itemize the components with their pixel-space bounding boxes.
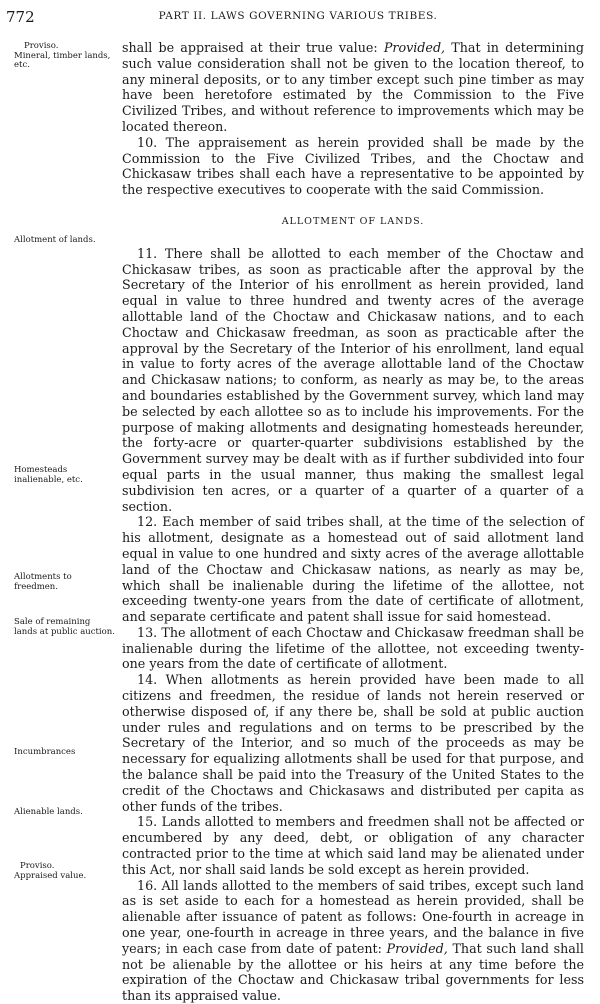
proviso-italic: Provided, — [383, 40, 446, 55]
paragraph-13: 13. The allotment of each Choctaw and Chickasaw freedman shall be inalienable during the lifetime of the allottee, not exceeding twenty-one years from the date of certificate of allotment. — [122, 624, 584, 672]
paragraph-14: 14. When allotments as herein provided have been made to all citizens and freedmen, the residue of lands not herein reserved or otherwise disposed of, if any there be, shall be sold at public auction under rules and regulations and on terms to be prescribed by the Secretary of the Interior, and so much of the proceeds as may be necessary for equalizing allotments shall be used for that purpose, and the balance shall be paid into the Treasury of the United States to the credit of the Choctaws and Chickasaws and distributed per capita as other funds of the tribes. — [122, 672, 584, 814]
margin-note-text: Mineral, timber lands, etc. — [14, 50, 111, 71]
margin-note-allotment: Allotment of lands. — [14, 235, 96, 245]
margin-note-text: Proviso. — [24, 41, 59, 51]
page-header — [6, 8, 590, 28]
margin-note-proviso-mineral — [14, 42, 116, 71]
body-text — [122, 40, 584, 1004]
margin-note-sale: Sale of remaining lands at public auction. — [14, 617, 115, 637]
margin-note-text: Proviso. — [20, 861, 55, 871]
paragraph-10: 10. The appraisement as herein provided shall be made by the Commission to the Five Civilized Tribes, and the Choctaw and Chickasaw tribes shall each have a representative to be appointed by the respective executives to cooperate with the said Commission. — [122, 134, 584, 198]
paragraph-16: 16. All lands allotted to the members of said tribes, except such land as is set aside to each for a homestead as herein provided, shall be alienable after issuance of patent as follows: One-fourth in acreage in one year, one-fourth in acreage in three years, and the balance in five years; in each case from date of patent: Provided, That such land shall not be alienable by the allottee or his heirs at any time before the expiration of the Choctaw and Chickasaw tribal governments for less than its appraised value. — [122, 877, 584, 1004]
running-head: PART II. LAWS GOVERNING VARIOUS TRIBES. — [158, 10, 438, 22]
margin-note-alienable: Alienable lands. — [14, 807, 83, 817]
margin-note-incumbrances: Incumbrances — [14, 747, 76, 757]
margin-note-freedmen: Allotments to freedmen. — [14, 572, 72, 592]
proviso-italic: Provided, — [386, 940, 448, 956]
paragraph-15: 15. Lands allotted to members and freedmen shall not be affected or encumbered by any deed, debt, or obligation of any character contracted prior to the time at which said land may be alienated under this Act, nor shall said lands be sold except as herein provided. — [122, 814, 584, 877]
margin-note-homesteads: Homesteads inalienable, etc. — [14, 465, 83, 485]
paragraph-9-continued: shall be appraised at their true value: Provided, That in determining such value consideration shall not be given to the location thereof, to any mineral deposits, or to any timber except such pine timber as may have been heretofore estimated by the Commission to the Five Civilized Tribes, and without reference to improvements which may be located thereon. — [122, 40, 584, 134]
margin-note-proviso-appraised — [14, 862, 116, 881]
page-number: 772 — [6, 8, 35, 26]
paragraph-11: 11. There shall be allotted to each member of the Choctaw and Chickasaw tribes, as soon as practicable after the approval by the Secretary of the Interior of his enrollment as herein provided, land equal in value to three hundred and twenty acres of the average allottable land of the Choctaw and Chickasaw nations, and to each Choctaw and Chickasaw freedman, as soon as practicable after the approval by the Secretary of the Interior of his enrollment, land equal in value to forty acres of the average allottable land of the Choctaw and Chickasaw nations; to conform, as nearly as may be, to the areas and boundaries established by the Government survey, which land may be selected by each allottee so as to include his improvements. For the purpose of making allotments and designating homesteads hereunder, the forty-acre or quarter-quarter subdivisions established by the Government survey may be dealt with as if further subdivided into four equal parts in the usual manner, thus making the smallest legal subdivision ten acres, or a quarter of a quarter of a quarter of a section. — [122, 245, 584, 514]
section-heading: ALLOTMENT OF LANDS. — [281, 215, 425, 227]
paragraph-12: 12. Each member of said tribes shall, at the time of the selection of his allotment, designate as a homestead out of said allotment land equal in value to one hundred and sixty acres of the average allottable land of the Choctaw and Chickasaw nations, as nearly as may be, which shall be inalienable during the lifetime of the allottee, not exceeding twenty-one years from the date of certificate of allotment, and separate certificate and patent shall issue for said homestead. — [122, 514, 584, 625]
margin-note-text: Appraised value. — [14, 870, 87, 881]
